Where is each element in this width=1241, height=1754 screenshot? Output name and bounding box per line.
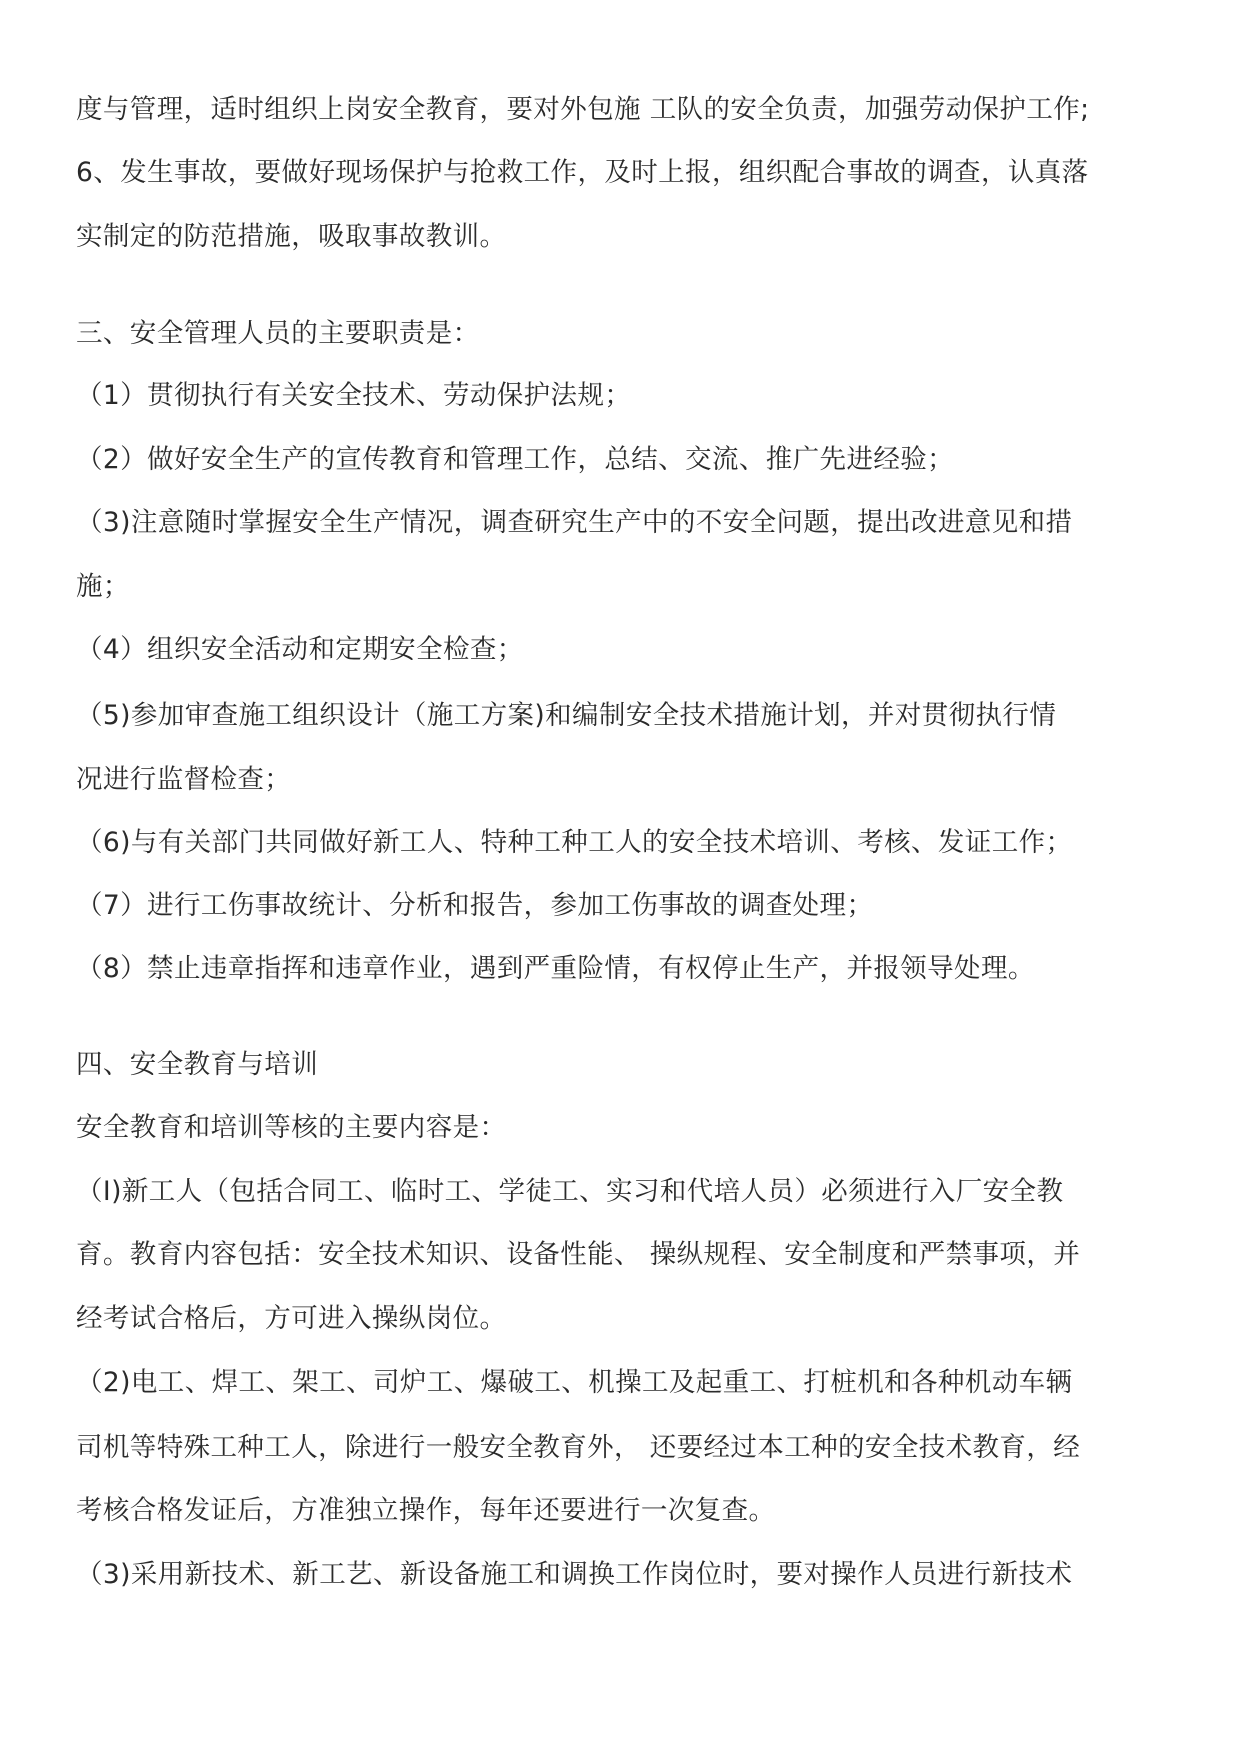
text-line: （8）禁止违章指挥和违章作业，遇到严重险情，有权停止生产，并报领导处理。 bbox=[76, 953, 1035, 984]
text-line: （2)电工、焊工、架工、司炉工、爆破工、机操工及起重工、打桩机和各种机动车辆 bbox=[76, 1367, 1073, 1398]
text-line: （4）组织安全活动和定期安全检查； bbox=[76, 634, 524, 665]
text-line: （7）进行工伤事故统计、分析和报告，参加工伤事故的调查处理； bbox=[76, 890, 874, 921]
text-line: 度与管理，适时组织上岗安全教育，要对外包施 工队的安全负责，加强劳动保护工作; bbox=[76, 94, 1090, 125]
text-line: 育。教育内容包括：安全技术知识、设备性能、 操纵规程、安全制度和严禁事项，并 bbox=[76, 1239, 1081, 1270]
text-line: 况进行监督检查； bbox=[76, 764, 292, 795]
text-line: （6)与有关部门共同做好新工人、特种工种工人的安全技术培训、考核、发证工作； bbox=[76, 827, 1073, 858]
text-line: 实制定的防范措施，吸取事故教训。 bbox=[76, 221, 507, 252]
text-line: 施； bbox=[76, 571, 130, 602]
text-line: （2）做好安全生产的宣传教育和管理工作，总结、交流、推广先进经验； bbox=[76, 444, 955, 475]
text-line: （I)新工人（包括合同工、临时工、学徒工、实习和代培人员）必须进行入厂安全教 bbox=[76, 1176, 1064, 1207]
text-line: 6、发生事故，要做好现场保护与抢救工作，及时上报，组织配合事故的调查，认真落 bbox=[76, 157, 1089, 188]
text-line: （3)注意随时掌握安全生产情况，调查研究生产中的不安全问题，提出改进意见和措 bbox=[76, 507, 1073, 538]
text-line: （1）贯彻执行有关安全技术、劳动保护法规； bbox=[76, 380, 632, 411]
text-line: 经考试合格后，方可进入操纵岗位。 bbox=[76, 1303, 507, 1334]
text-line: （3)采用新技术、新工艺、新设备施工和调换工作岗位时，要对操作人员进行新技术 bbox=[76, 1559, 1073, 1590]
text-line: 考核合格发证后，方准独立操作，每年还要进行一次复查。 bbox=[76, 1495, 776, 1526]
section-heading: 三、安全管理人员的主要职责是： bbox=[76, 318, 480, 349]
text-line: 司机等特殊工种工人，除进行一般安全教育外， 还要经过本工种的安全技术教育，经 bbox=[76, 1432, 1081, 1463]
text-line: （5)参加审查施工组织设计（施工方案)和编制安全技术措施计划，并对贯彻执行情 bbox=[76, 700, 1057, 731]
section-heading: 四、安全教育与培训 bbox=[76, 1049, 319, 1080]
text-line: 安全教育和培训等核的主要内容是： bbox=[76, 1112, 507, 1143]
